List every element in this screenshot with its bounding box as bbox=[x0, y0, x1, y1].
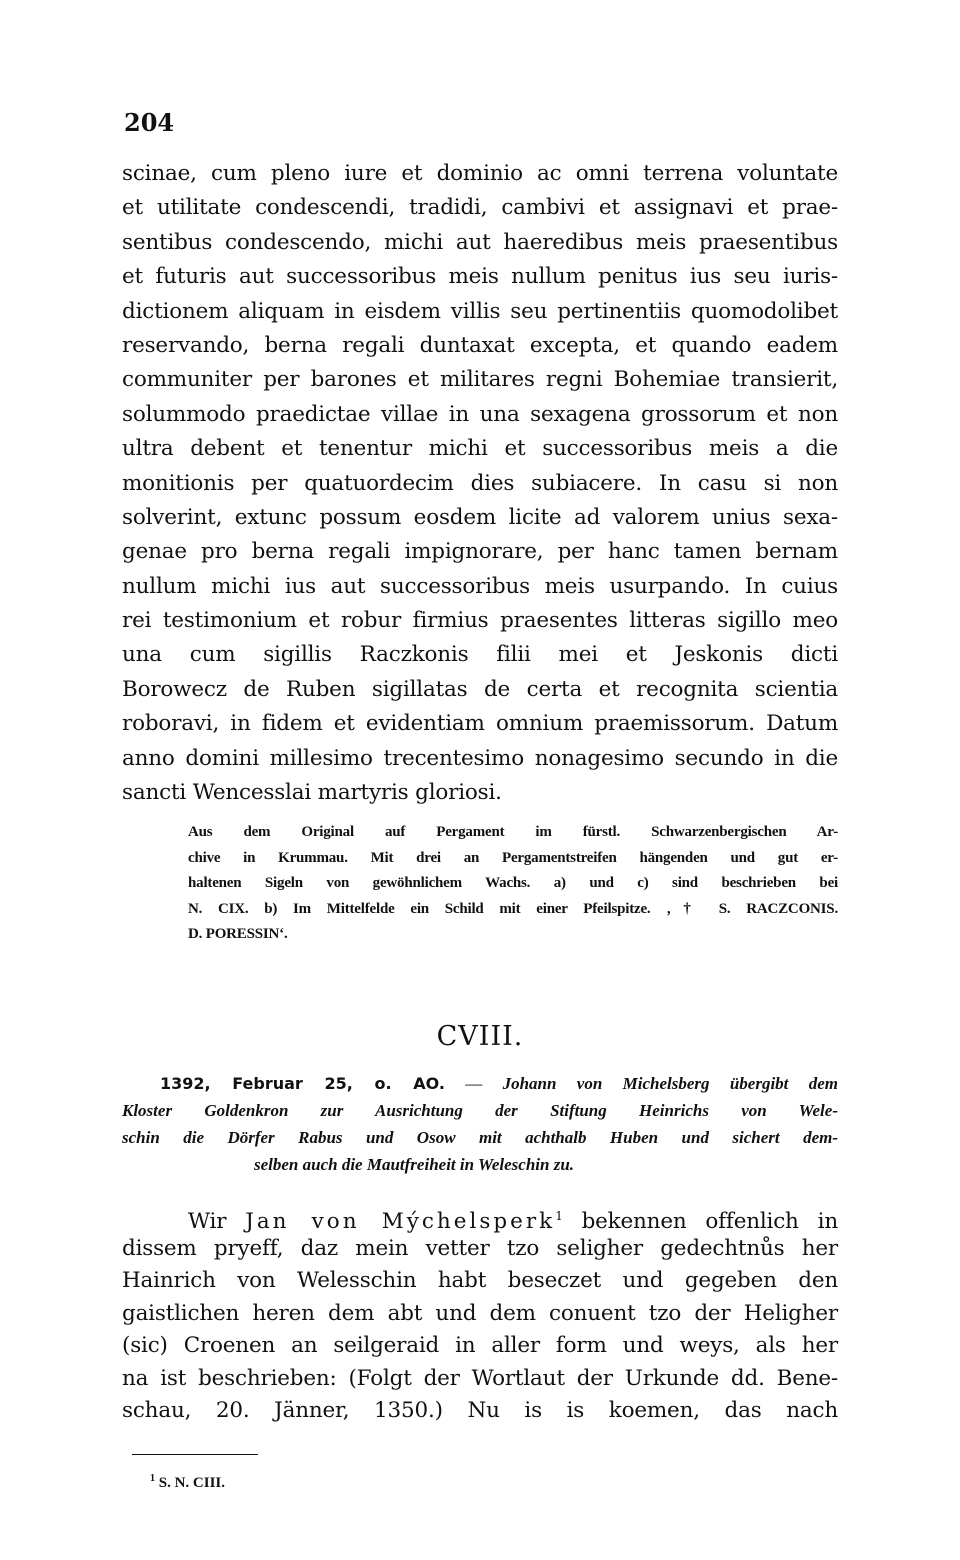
text-line bbox=[122, 1200, 838, 1233]
regest-line bbox=[122, 1070, 838, 1097]
note-line: D. PORESSIN‘. bbox=[188, 925, 288, 942]
text-line: Borowecz de Ruben sigillatas de certa et recognita scientia bbox=[122, 676, 838, 702]
regest-line: schin die Dörfer Rabus und Osow mit achthalb Huben und sichert dem- bbox=[122, 1128, 838, 1148]
document-heading: CVIII. bbox=[436, 1021, 524, 1053]
text-line: dissem pryeff, daz mein vetter tzo seligher gedechtnůs her bbox=[122, 1235, 838, 1261]
regest-dash: — bbox=[444, 1074, 503, 1094]
text-line: dictionem aliquam in eisdem villis seu pertinentiis quomodolibet bbox=[122, 298, 838, 324]
german-text bbox=[122, 1200, 838, 1428]
document-page bbox=[122, 108, 838, 1492]
page-number: 204 bbox=[124, 108, 175, 137]
note-line: haltenen Sigeln von gewöhnlichem Wachs. a) und c) sind beschrieben bei bbox=[188, 875, 838, 892]
text-line: (sic) Croenen an seilgeraid in aller form und weys, als her bbox=[122, 1333, 838, 1359]
german-text-continuation bbox=[122, 1233, 838, 1428]
regest bbox=[122, 1070, 838, 1178]
text-line: ultra debent et tenentur michi et successoribus meis a die bbox=[122, 436, 838, 462]
text-line: sentibus condescendo, michi aut haeredibus meis praesentibus bbox=[122, 229, 838, 255]
text-line: monitionis per quatuordecim dies subiacere. In casu si non bbox=[122, 470, 838, 496]
regest-date: 1392, Februar 25, o. AO. bbox=[160, 1074, 445, 1094]
text-line: nullum michi ius aut successoribus meis usurpando. In cuius bbox=[122, 573, 838, 599]
note-line: Aus dem Original auf Pergament im fürstl. Schwarzenbergischen Ar- bbox=[188, 824, 838, 841]
regest-text: Johann von Michelsberg übergibt dem bbox=[502, 1074, 838, 1094]
text-line: solverint, extunc possum eosdem licite ad valorem unius sexa- bbox=[122, 504, 838, 530]
note-line: N. CIX. b) Im Mittelfelde ein Schild mit einer Pfeilspitze. ‚† S. RACZCONIS. bbox=[188, 900, 838, 917]
regest-continuation bbox=[122, 1097, 838, 1178]
note-line: chive in Krummau. Mit drei an Pergamentstreifen hängenden und gut er- bbox=[188, 849, 838, 866]
text-line: una cum sigillis Raczkonis filii mei et Jeskonis dicti bbox=[122, 642, 838, 668]
text-line: solummodo praedictae villae in una sexagena grossorum et non bbox=[122, 401, 838, 427]
text-line: reservando, berna regali duntaxat excepta, et quando eadem bbox=[122, 332, 838, 358]
text-line: sancti Wencesslai martyris gloriosi. bbox=[122, 780, 502, 806]
text-word: bekennen offenlich in bbox=[562, 1209, 838, 1235]
text-line: et futuris aut successoribus meis nullum penitus ius seu iuris- bbox=[122, 264, 838, 290]
charter-text bbox=[122, 157, 838, 810]
text-line: scinae, cum pleno iure et dominio ac omni terrena voluntate bbox=[122, 161, 838, 186]
text-line: Hainrich von Welesschin habt beseczet und gegeben den bbox=[122, 1268, 838, 1294]
text-line: roboravi, in fidem et evidentiam omnium praemissorum. Datum bbox=[122, 711, 838, 737]
footnote-number: 1 bbox=[150, 1472, 155, 1484]
regest-line: selben auch die Mautfreiheit in Weleschin zu. bbox=[254, 1155, 575, 1175]
text-line: gaistlichen heren dem abt und dem conuent tzo der Heligher bbox=[122, 1300, 838, 1326]
text-line: communiter per barones et militares regni Bohemiae transierit, bbox=[122, 367, 838, 393]
regest-line: Kloster Goldenkron zur Ausrichtung der Stiftung Heinrichs von Wele- bbox=[122, 1101, 838, 1121]
text-line: schau, 20. Jänner, 1350.) Nu is is koemen, das nach bbox=[122, 1398, 838, 1424]
source-note bbox=[122, 820, 838, 947]
text-line: rei testimonium et robur firmius praesentes litteras sigillo meo bbox=[122, 608, 838, 634]
footnote-rule bbox=[132, 1454, 258, 1455]
footnote bbox=[150, 1473, 838, 1492]
text-line: et utilitate condescendi, tradidi, cambivi et assignavi et prae- bbox=[122, 195, 838, 221]
text-line: na ist beschrieben: (Folgt der Wortlaut der Urkunde dd. Bene- bbox=[122, 1365, 838, 1391]
footnote-text: S. N. CIII. bbox=[158, 1474, 226, 1491]
footnote-mark: 1 bbox=[555, 1209, 563, 1224]
text-line: genae pro berna regali impignorare, per hanc tamen bernam bbox=[122, 539, 838, 565]
person-name: Jan von Mýchelsperk bbox=[245, 1209, 556, 1235]
text-word: Wir bbox=[188, 1209, 246, 1235]
text-line: anno domini millesimo trecentesimo nonagesimo secundo in die bbox=[122, 745, 838, 771]
